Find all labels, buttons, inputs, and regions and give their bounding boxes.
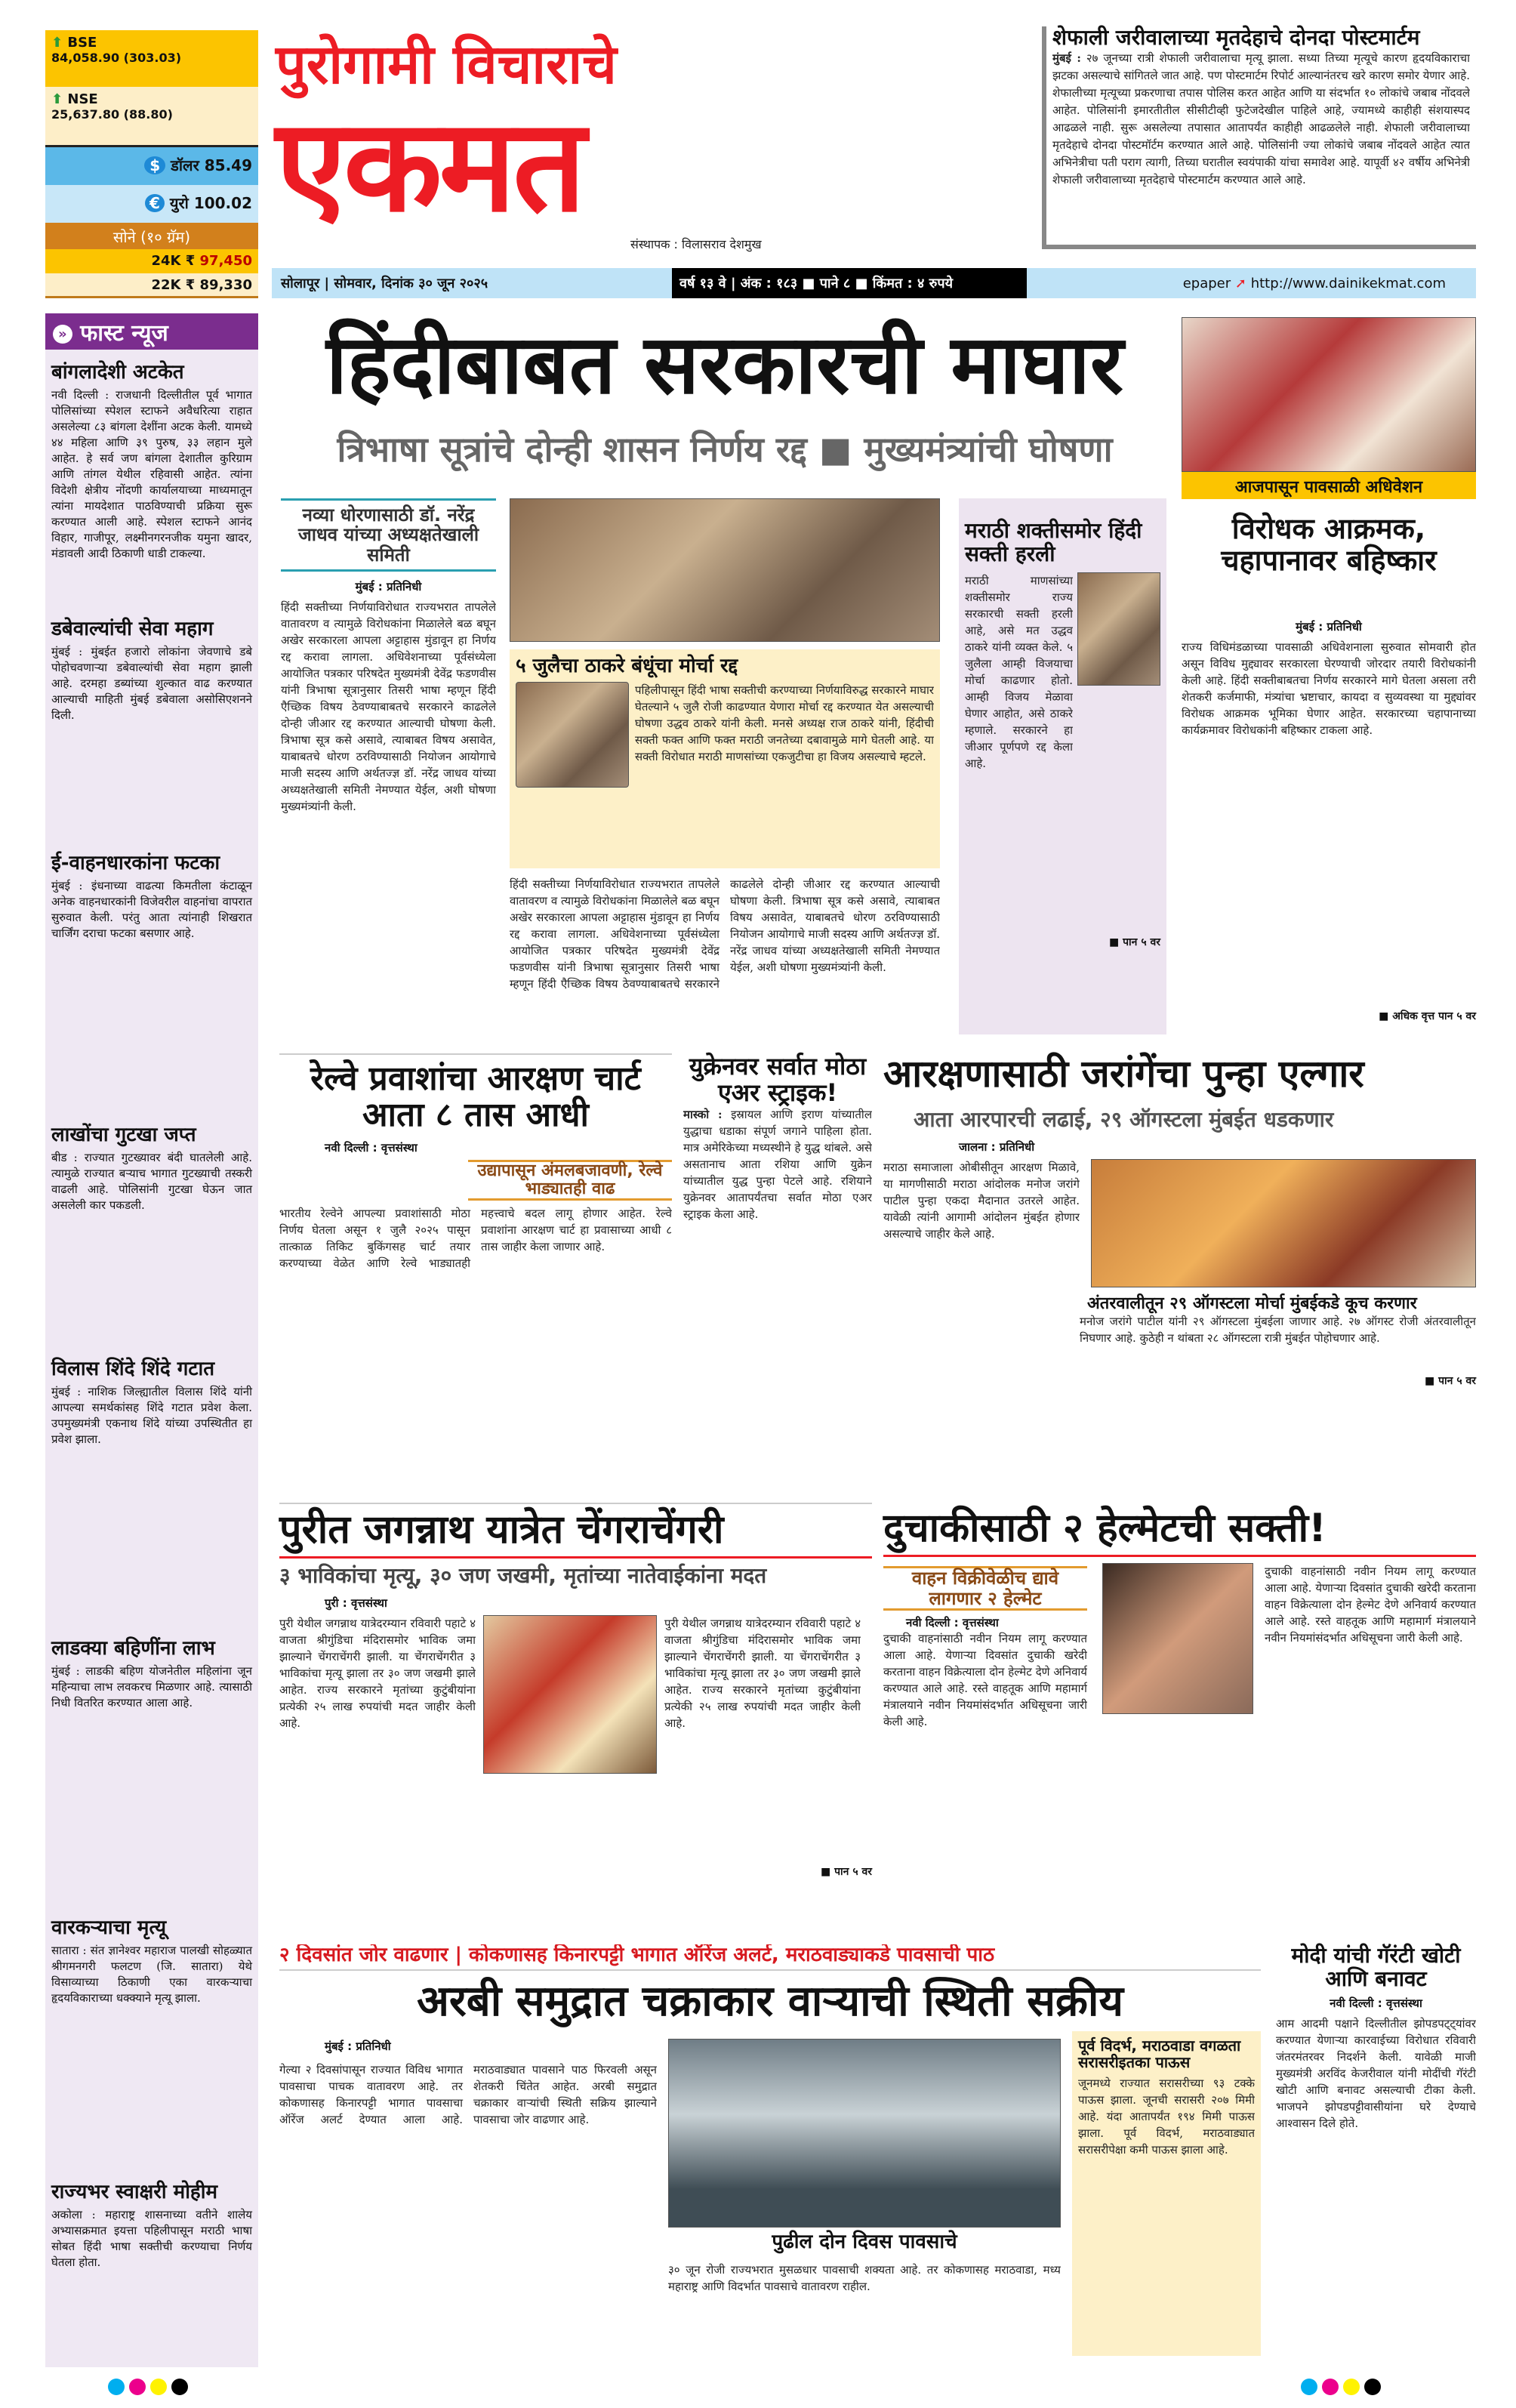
fast-news-item-title: ई-वाहनधारकांना फटका bbox=[51, 852, 220, 874]
date-bar bbox=[272, 268, 1476, 298]
nse-value: 25,637.80 (88.80) bbox=[51, 107, 173, 122]
jarange-box-body: मनोज जरांगे पाटील यांनी २९ ऑगस्टला मुंबईला जाणार आहे. २७ ऑगस्ट रोजी अंतरवालीतून निघणार आहे. कुठेही न थांबता २८ ऑगस्टला रात्री मुंबईत पोहोचणार आहे. bbox=[1080, 1314, 1476, 1345]
dollar-label: डॉलर bbox=[171, 156, 199, 174]
dateline: मुंबई : bbox=[1052, 51, 1081, 65]
marathi-shakti-box bbox=[959, 498, 1166, 1034]
bse-label: BSE bbox=[67, 35, 97, 51]
fast-news-item-title: लाडक्या बहिणींना लाभ bbox=[51, 1637, 215, 1660]
black-dot bbox=[171, 2379, 188, 2395]
jarange-story bbox=[883, 1053, 1476, 1484]
color-registration-marks bbox=[106, 2379, 190, 2398]
dateline: जालना : प्रतिनिधी bbox=[959, 1139, 1035, 1154]
rain-stats-box bbox=[1072, 2031, 1261, 2356]
rain-kicker: २ दिवसांत जोर वाढणार | कोकणासह किनारपट्टी भागात ऑरेंज अलर्ट, मराठवाड्याकडे पावसाची पाठ bbox=[279, 1944, 1261, 1971]
helmet-body-continued: दुचाकी वाहनांसाठी नवीन नियम लागू करण्यात आला आहे. येणाऱ्या दिवसांत दुचाकी खरेदी करताना वाहन विक्रेत्याला दोन हेल्मेट देणे अनिवार्य करण्यात आले आहे. रस्ते वाहतूक आणि महामार्ग मंत्रालयाने नवीन नियमांसंदर्भात अधिसूचना जारी केली आहे. bbox=[1265, 1565, 1476, 1645]
lead-body: हिंदी सक्तीच्या निर्णयाविरोधात राज्यभरात तापलेले वातावरण व त्यामुळे विरोधकांना मिळालेले बळ बघून अखेर सरकारला आपला अट्टाहास मुंडावून हा निर्णय रद्द करावा लागला. अधिवेशनाच्या पूर्वसंध्येला आयोजित पत्रकार परिषदेत मुख्यमंत्री देवेंद्र फडणवीस यांनी त्रिभाषा सूत्रानुसार तिसरी भाषा म्हणून हिंदी एैच्छिक विषय ठेवण्याबाबतचे सरकारने काढलेले दोन्ही जीआर रद्द करण्यात आल्याची घोषणा केली. त्रिभाषा सूत्र कसे असावे, त्याबाबत विषय असावेत, याबाबतचे धोरण ठरविण्यासाठी नियोजन आयोगाचे माजी सदस्य आणि अर्थतज्ज्ञ डॉ. नरेंद्र जाधव यांच्या अध्यक्षतेखाली समिती नेमण्यात येईल, अशी घोषणा मुख्यमंत्र्यांनी केली. bbox=[281, 600, 496, 814]
jagannath-yatra-photo bbox=[483, 1615, 657, 1774]
marathi-shakti-title: मराठी शक्तीसमोर हिंदी सक्ती हरली bbox=[965, 518, 1142, 566]
fast-news-item bbox=[51, 1120, 252, 1346]
jarange-body: मराठा समाजाला ओबीसीतून आरक्षण मिळावे, या मागणीसाठी मराठा आंदोलक मनोज जरांगे पाटील पुन्हा एकदा मैदानात उतरले आहेत. यावेळी त्यांनी आगामी आंदोलन मुंबईत होणार असल्याचे जाहीर केले आहे. bbox=[883, 1160, 1080, 1241]
dollar-icon: $ bbox=[144, 156, 165, 174]
top-news-box bbox=[1042, 26, 1476, 249]
euro-label: युरो bbox=[169, 194, 189, 212]
continued-marker: ■ पान ५ वर bbox=[821, 1865, 872, 1878]
puri-story bbox=[279, 1503, 872, 1933]
rain-caption-body: ३० जून रोजी राज्यभरात मुसळधार पावसाची शक्यता आहे. तर कोकणासह मराठवाडा, मध्य महाराष्ट्र आणि विदर्भात पावसाचे वातावरण राहील. bbox=[668, 2263, 1061, 2293]
fast-news-item-body: सातारा : संत ज्ञानेश्वर महाराज पालखी सोहळ्यात श्रीगमनगरी फलटण (जि. सातारा) येथे विसाव्याच्या ठिकाणी एका वारकऱ्याचा हृदयविकाराच्या धक्क्याने मृत्यू झाला. bbox=[51, 1944, 252, 2005]
rain-box-title: पूर्व विदर्भ, मराठवाडा वगळता सरासरीइतका पाऊस bbox=[1078, 2036, 1241, 2071]
assembly-session-photo bbox=[1182, 317, 1476, 472]
double-chevron-down-icon: » bbox=[53, 325, 72, 344]
session-headline: विरोधक आक्रमक, चहापानावर बहिष्कार bbox=[1221, 512, 1437, 577]
fast-news-item bbox=[51, 1913, 252, 2169]
fast-news-item-body: बीड : राज्यात गुटख्यावर बंदी घातलेली आहे. त्यामुळे राज्यात बऱ्याच भागात गुटख्याची तस्करी वाढली आहे. पोलिसांनी गुटखा घेऊन जात असलेली कार पकडली. bbox=[51, 1151, 252, 1212]
fast-news-item-title: वारकऱ्याचा मृत्यू bbox=[51, 1916, 167, 1939]
dollar-rate bbox=[45, 147, 258, 185]
yellow-dot bbox=[1343, 2379, 1360, 2395]
cursor-icon: ➚ bbox=[1234, 275, 1246, 291]
jarange-subhead: आता आरपारची लढाई, २९ ऑगस्टला मुंबईत धडकणार bbox=[914, 1107, 1334, 1132]
fast-news-title: फास्ट न्यूज bbox=[80, 320, 168, 347]
fast-news-item bbox=[51, 848, 252, 1112]
epaper-label: epaper bbox=[1182, 275, 1231, 291]
gold-24k bbox=[45, 249, 258, 273]
lead-subhead: त्रिभाषा सूत्रांचे दोन्ही शासन निर्णय रद्द ■ मुख्यमंत्र्यांची घोषणा bbox=[337, 429, 1113, 470]
top-news-text: २७ जूनच्या रात्री शेफाली जरीवालाचा मृत्यू झाला. सध्या तिच्या मृत्यूचे कारण हृदयविकाराचा झटका असल्याचे सांगितले जात आहे. पण पोस्टमार्टम रिपोर्ट आल्यानंतरच खरे कारण समोर येणार आहे. शेफालीच्या मृत्यूच्या प्रकरणाचा तपास पोलिस करत आहेत आणि या संदर्भात १० लोकांचे जबाब नोंदवले आहेत. पोलिसांनी इमारतीतील सीसीटीव्ही फुटेजदेखील पाहिले आहे, ज्यामध्ये काहीही संशयास्पद आढळले नाही. सुरू असलेल्या तपासात आतापर्यंत काहीही आढळलेले नाही. शेफाली जरीवालाच्या मृतदेहाचे दोनदा पोस्टमॉर्टम करण्यात आले आहे. पोलिसांनी ज्या लोकांचे जबाब नोंदवले आहेत त्यात अभिनेत्रीचा पती पराग त्यागी, तिच्या घरातील स्वयंपाकी यांचा समावेश आहे. यापूर्वी ४२ वर्षीय अभिनेत्री शेफाली जरीवालाच्या मृतदेहाचे पोस्टमार्टम करण्यात आले आहे. bbox=[1052, 51, 1470, 187]
epaper-link[interactable] bbox=[1027, 276, 1476, 291]
fast-news-column bbox=[45, 313, 258, 2367]
cyan-dot bbox=[1301, 2379, 1317, 2395]
color-registration-marks bbox=[1299, 2379, 1383, 2398]
jarange-box-title: अंतरवालीतून २९ ऑगस्टला मोर्चा मुंबईकडे कूच करणार bbox=[1087, 1293, 1417, 1313]
thackeray-photo bbox=[516, 682, 629, 788]
lead-side-title: नव्या धोरणासाठी डॉ. नरेंद्र जाधव यांच्या अध्यक्षतेखाली समिती bbox=[281, 501, 496, 572]
masthead-tagline: पुरोगामी विचाराचे bbox=[276, 32, 617, 96]
fast-news-item-body: मुंबई : लाडकी बहिण योजनेतील महिलांना जून महिन्याचा लाभ लवकरच मिळणार आहे. त्यासाठी निधी वितरित करण्यात आला आहे. bbox=[51, 1664, 252, 1710]
cyan-dot bbox=[108, 2379, 125, 2395]
thackeray-box-body: पहिलीपासून हिंदी भाषा सक्तीची करण्याच्या निर्णयाविरुद्ध सरकारने माघार घेतल्याने ५ जुलै रोजी काढण्यात येणारा मोर्चा रद्द करण्यात येत असल्याची घोषणा उद्धव ठाकरे यांनी केली. मनसे अध्यक्ष राज ठाकरे यांनी, हिंदीची सक्ती फक्त आणि फक्त मराठी जनतेच्या दबावामुळे मागे घेतली आहे. या सक्ती विरोधात मराठी माणसांच्या एकजुटीचा हा विजय असल्याचे म्हटले. bbox=[635, 683, 934, 763]
bse-value: 84,058.90 (303.03) bbox=[51, 51, 182, 65]
dateline: नवी दिल्ली : वृत्तसंस्था bbox=[325, 1140, 418, 1155]
sea-waves-photo bbox=[668, 2039, 1061, 2228]
helmet-rider-photo bbox=[1102, 1563, 1253, 1714]
fast-news-item-body: मुंबई : मुंबईत हजारो लोकांना जेवणाचे डबे पोहोचवणाऱ्या डबेवाल्यांची सेवा महाग झाली आहे. दरमहा डब्यांच्या शुल्कात वाढ करण्यात आल्याची माहिती मुंबई डबेवाला असोसिएशनने दिली. bbox=[51, 645, 252, 722]
rain-photo-caption: पुढील दोन दिवस पावसाचे bbox=[772, 2231, 957, 2253]
rain-story bbox=[279, 2036, 1261, 2363]
rain-box-body: जूनमध्ये राज्यात सरासरीच्या ९३ टक्के पाऊस झाला. जूनची सरासरी २०७ मिमी आहे. यंदा आतापर्यंत १९४ मिमी पाऊस झाला. पूर्व विदर्भ, मराठवाड्यात सरासरीपेक्षा कमी पाऊस झाला आहे. bbox=[1078, 2077, 1255, 2157]
continued-marker: ■ पान ५ वर bbox=[1425, 1374, 1476, 1387]
nse-panel bbox=[45, 87, 258, 147]
fast-news-item-title: डबेवाल्यांची सेवा महाग bbox=[51, 618, 214, 640]
lead-headline: हिंदीबाबत सरकारची माघार bbox=[325, 318, 1124, 412]
top-news-headline: शेफाली जरीवालाच्या मृतदेहाचे दोनदा पोस्टमार्टम bbox=[1052, 25, 1420, 50]
fast-news-item bbox=[51, 1354, 252, 1626]
rain-headline: अरबी समुद्रात चक्राकार वाऱ्याची स्थिती सक्रीय bbox=[417, 1977, 1123, 2026]
epaper-url[interactable]: http://www.dainikekmat.com bbox=[1250, 275, 1446, 291]
dateline: मास्को : bbox=[683, 1108, 723, 1122]
yellow-dot bbox=[150, 2379, 167, 2395]
top-news-body bbox=[1052, 50, 1470, 231]
lead-body-continued: हिंदी सक्तीच्या निर्णयाविरोधात राज्यभरात तापलेले वातावरण व त्यामुळे विरोधकांना मिळालेले बळ बघून अखेर सरकारला आपला अट्टाहास मुंडावून हा निर्णय रद्द करावा लागला. अधिवेशनाच्या पूर्वसंध्येला आयोजित पत्रकार परिषदेत मुख्यमंत्री देवेंद्र फडणवीस यांनी त्रिभाषा सूत्रानुसार तिसरी भाषा म्हणून हिंदी एैच्छिक विषय ठेवण्याबाबतचे सरकारने काढलेले दोन्ही जीआर रद्द करण्यात आल्याची घोषणा केली. त्रिभाषा सूत्र कसे असावे, त्याबाबत विषय असावेत, याबाबतचे धोरण ठरविण्यासाठी नियोजन आयोगाचे माजी सदस्य आणि अर्थतज्ज्ञ डॉ. नरेंद्र जाधव यांच्या अध्यक्षतेखाली समिती नेमण्यात येईल, अशी घोषणा मुख्यमंत्र्यांनी केली. bbox=[510, 877, 940, 991]
railway-story bbox=[279, 1053, 672, 1484]
nse-label: NSE bbox=[67, 91, 98, 107]
gold-22k-label: 22K ₹ bbox=[151, 277, 196, 293]
up-arrow-icon: ⬆ bbox=[51, 91, 63, 107]
euro-value: 100.02 bbox=[193, 194, 252, 212]
founder-line: संस्थापक : विलासराव देशमुख bbox=[630, 237, 762, 251]
fast-news-item-body: मुंबई : नाशिक जिल्ह्यातील विलास शिंदे यांनी आपल्या समर्थकांसह शिंदे गटात प्रवेश केला. उपमुख्यमंत्री एकनाथ शिंदे यांच्या उपस्थितीत हा प्रवेश झाला. bbox=[51, 1385, 252, 1446]
bse-panel bbox=[45, 30, 258, 87]
dateline: पुरी : वृत्तसंस्था bbox=[325, 1596, 387, 1610]
thackeray-box-title: ५ जुलैचा ठाकरे बंधूंचा मोर्चा रद्द bbox=[516, 655, 738, 677]
session-story bbox=[1182, 619, 1476, 1034]
issue-date: सोलापूर | सोमवार, दिनांक ३० जून २०२५ bbox=[281, 276, 488, 291]
modi-body: आम आदमी पक्षाने दिल्लीतील झोपडपट्ट्यांवर करण्यात येणाऱ्या कारवाईच्या विरोधात रविवारी जंतरमंतरवर निदर्शने केली. यावेळी माजी मुख्यमंत्री अरविंद केजरीवाल यांनी मोदींची गॅरंटी खोटी आणि बनावट असल्याची टीका केली. भाजपने झोपडपट्टीवासीयांना घरे देण्याचे आश्वासन दिले होते. bbox=[1276, 2016, 1476, 2130]
euro-rate bbox=[45, 185, 258, 223]
dateline: मुंबई : प्रतिनिधी bbox=[1296, 620, 1362, 634]
ukraine-text: इस्रायल आणि इराण यांच्यातील युद्धाचा धडाका संपूर्ण जगाने पाहिला होता. मात्र अमेरिकेच्या मध्यस्थीने हे युद्ध थांबले. असे असतानाच आता रशिया आणि युक्रेन यांच्यातील युद्ध पुन्हा पेटले आहे. रशियाने युक्रेनवर आतापर्यंतचा सर्वात मोठा एअर स्ट्राइक केला आहे. bbox=[683, 1108, 872, 1222]
dateline: नवी दिल्ली : वृत्तसंस्था bbox=[906, 1615, 999, 1629]
fast-news-item-body: नवी दिल्ली : राजधानी दिल्लीतील पूर्व भागात पोलिसांच्या स्पेशल स्टाफने अवैधरित्या राहात असलेल्या ८३ बांगला देशींना अटक केली. यामध्ये ४४ महिला आणि ३९ पुरुष, ३३ लहान मुले आहेत. हे सर्व जण बांगला देशातील कुरिग्राम आणि तांगल येथील रहिवासी आहेत. त्यांना विदेशी क्षेत्रीय नोंदणी कार्यालयाच्या माध्यमातून त्यांना मायदेशात पाठविण्याची प्रक्रिया सुरू करण्यात आली आहे. स्पेशल स्टाफने आनंद विहार, गाजीपूर, लक्ष्मीनगरनजीक यमुना खादर, मंडावली आदी ठिकाणी धाडी टाकल्या. bbox=[51, 388, 252, 560]
helmet-headline: दुचाकीसाठी २ हेल्मेटची सक्ती! bbox=[883, 1503, 1476, 1557]
continued-marker: ■ अधिक वृत्त पान ५ वर bbox=[1379, 1010, 1476, 1022]
fast-news-item-body: मुंबई : इंधनाच्या वाढत्या किमतीला कंटाळून अनेक वाहनधारकांनी विजेवरील वाहनांचा वापरात सुरुवात केली. परंतु आता त्यांनाही शिखरात चार्जिंग दराचा फटका बसणार आहे. bbox=[51, 879, 252, 940]
gold-24k-value: 97,450 bbox=[199, 253, 252, 269]
fast-news-item bbox=[51, 1633, 252, 1905]
helmet-body: दुचाकी वाहनांसाठी नवीन नियम लागू करण्यात आला आहे. येणाऱ्या दिवसांत दुचाकी खरेदी करताना वाहन विक्रेत्याला दोन हेल्मेट देणे अनिवार्य करण्यात आले आहे. रस्ते वाहतूक आणि महामार्ग मंत्रालयाने नवीन नियमांसंदर्भात अधिसूचना जारी केली आहे. bbox=[883, 1631, 1087, 1728]
helmet-subtitle: वाहन विक्रीवेळीच द्यावे लागणार २ हेल्मेट bbox=[883, 1566, 1087, 1611]
uddhav-thackeray-photo bbox=[1077, 572, 1160, 686]
dateline: मुंबई : प्रतिनिधी bbox=[325, 2040, 391, 2053]
railway-subtitle: उद्यापासून अंमलबजावणी, रेल्वे भाड्यातही वाढ bbox=[468, 1160, 672, 1201]
puri-body-continued: पुरी येथील जगन्नाथ यात्रेदरम्यान रविवारी पहाटे ४ वाजता श्रीगुंडिचा मंदिरासमोर भाविक जमा झाल्याने चेंगराचेंगरी झाली. या चेंगराचेंगरीत ३ भाविकांचा मृत्यू झाला तर ३० जण जखमी झाले आहेत. राज्य सरकारने मृतांच्या कुटुंबीयांना प्रत्येकी २५ लाख रुपयांची मदत जाहीर केली आहे. bbox=[664, 1616, 861, 1730]
ukraine-headline: युक्रेनवर सर्वात मोठा एअर स्ट्राइक! bbox=[689, 1052, 867, 1108]
gold-22k bbox=[45, 273, 258, 298]
jarange-headline: आरक्षणासाठी जरांगेंचा पुन्हा एल्गार bbox=[883, 1052, 1364, 1096]
masthead bbox=[276, 30, 864, 257]
market-box bbox=[45, 30, 258, 298]
magenta-dot bbox=[129, 2379, 146, 2395]
gold-title: सोने (१० ग्रॅम) bbox=[45, 223, 258, 249]
fast-news-item-title: बांगलादेशी अटकेत bbox=[51, 361, 184, 384]
dateline: मुंबई : प्रतिनिधी bbox=[355, 580, 422, 594]
magenta-dot bbox=[1322, 2379, 1339, 2395]
gold-22k-value: 89,330 bbox=[199, 277, 252, 293]
puri-subhead: ३ भाविकांचा मृत्यू, ३० जण जखमी, मृतांच्या नातेवाईकांना मदत bbox=[279, 1556, 872, 1588]
fast-news-item bbox=[51, 614, 252, 840]
ukraine-body bbox=[683, 1106, 872, 1461]
lead-side-column bbox=[281, 498, 496, 1034]
ministers-press-conference-photo bbox=[510, 498, 940, 642]
session-body: राज्य विधिमंडळाच्या पावसाळी अधिवेशनाला सुरुवात सोमवारी होत असून विविध मुद्द्यावर सरकारला घेरण्याची जोरदार तयारी विरोधकांनी केली आहे. हिंदी सक्तीबाबतचा निर्णय सरकारने मागे घेतला असला तरी शेतकरी कर्जमाफी, मंत्र्यांचा भ्रष्टाचार, कायदा व सुव्यवस्था या मुद्द्यांवर विरोधक आक्रमक भूमिका घेणार आहेत. सरकारच्या चहापानाच्या कार्यक्रमावर विरोधकांनी बहिष्कार टाकला आहे. bbox=[1182, 640, 1476, 737]
fast-news-item-title: विलास शिंदे शिंदे गटात bbox=[51, 1358, 215, 1380]
railway-body: भारतीय रेल्वेने आपल्या प्रवाशांसाठी मोठा निर्णय घेतला असून १ जुलै २०२५ पासून तात्काळ तिकिट बुकिंगसह चार्ट तयार करण्याच्या वेळेत आणि रेल्वे भाड्यातही महत्त्वाचे बदल लागू होणार आहेत. रेल्वे प्रवाशांना आरक्षण चार्ट हा प्रवासाच्या आधी ८ तास जाहीर केला जाणार आहे. bbox=[279, 1207, 672, 1271]
thackeray-box bbox=[510, 649, 940, 868]
modi-story bbox=[1276, 1944, 1476, 2363]
euro-icon: € bbox=[145, 194, 165, 212]
masthead-logo: एकमत bbox=[276, 91, 584, 241]
fast-news-item bbox=[51, 357, 252, 606]
fast-news-item-title: लाखोंचा गुटखा जप्त bbox=[51, 1124, 196, 1146]
modi-headline: मोदी यांची गॅरंटी खोटी आणि बनावट bbox=[1291, 1943, 1461, 1991]
session-banner: आजपासून पावसाळी अधिवेशन bbox=[1182, 472, 1476, 499]
ukraine-story bbox=[683, 1053, 872, 1484]
black-dot bbox=[1364, 2379, 1381, 2395]
puri-body: पुरी येथील जगन्नाथ यात्रेदरम्यान रविवारी पहाटे ४ वाजता श्रीगुंडिचा मंदिरासमोर भाविक जमा झाल्याने चेंगराचेंगरी झाली. या चेंगराचेंगरीत ३ भाविकांचा मृत्यू झाला तर ३० जण जखमी झाले आहेत. राज्य सरकारने मृतांच्या कुटुंबीयांना प्रत्येकी २५ लाख रुपयांची मदत जाहीर केली आहे. bbox=[279, 1616, 476, 1730]
fast-news-item bbox=[51, 2177, 252, 2271]
up-arrow-icon: ⬆ bbox=[51, 35, 63, 51]
marathi-shakti-body: मराठी माणसांच्या शक्तीसमोर राज्य सरकारची सक्ती हरली आहे, असे मत उद्धव ठाकरे यांनी व्यक्त केले. ५ जुलैला आम्ही विजयाचा मोर्चा काढणार होतो. आम्ही विजय मेळावा घेणार आहोत, असे ठाकरे म्हणाले. सरकारने हा जीआर पूर्णपणे रद्द केला आहे. bbox=[965, 573, 1073, 770]
issue-edition: वर्ष १३ वे | अंक : १८३ ■ पाने ८ ■ किंमत : ४ रुपये bbox=[672, 268, 1027, 298]
puri-headline: पुरीत जगन्नाथ यात्रेत चेंगराचेंगरी bbox=[279, 1507, 724, 1552]
jarange-photo bbox=[1091, 1159, 1476, 1287]
fast-news-header bbox=[45, 313, 258, 350]
gold-24k-label: 24K ₹ bbox=[151, 253, 196, 269]
helmet-story bbox=[883, 1503, 1476, 1933]
fast-news-item-body: अकोला : महाराष्ट्र शासनाच्या वतीने शालेय अभ्यासक्रमात इयत्ता पहिलीपासून मराठी भाषा सोबत हिंदी भाषा सक्तीची करण्याचा निर्णय घेतला होता. bbox=[51, 2208, 252, 2269]
railway-headline: रेल्वे प्रवाशांचा आरक्षण चार्ट आता ८ तास आधी bbox=[310, 1059, 641, 1135]
continued-marker: ■ पान ५ वर bbox=[1109, 936, 1160, 948]
dollar-value: 85.49 bbox=[204, 156, 252, 174]
rain-body: गेल्या २ दिवसांपासून राज्यात विविध भागात पावसाचा पाचक वातावरण आहे. तर कोकणासह किनारपट्टी भागात पावसाचा ऑरेंज अलर्ट देण्यात आला आहे. मराठवाड्यात पावसाने पाठ फिरवली असून शेतकरी चिंतेत आहेत. अरबी समुद्रात चक्राकार वाऱ्यांची स्थिती सक्रिय झाल्याने पावसाचा जोर वाढणार आहे. bbox=[279, 2063, 657, 2126]
fast-news-item-title: राज्यभर स्वाक्षरी मोहीम bbox=[51, 2181, 218, 2203]
dateline: नवी दिल्ली : वृत्तसंस्था bbox=[1330, 1996, 1422, 2010]
